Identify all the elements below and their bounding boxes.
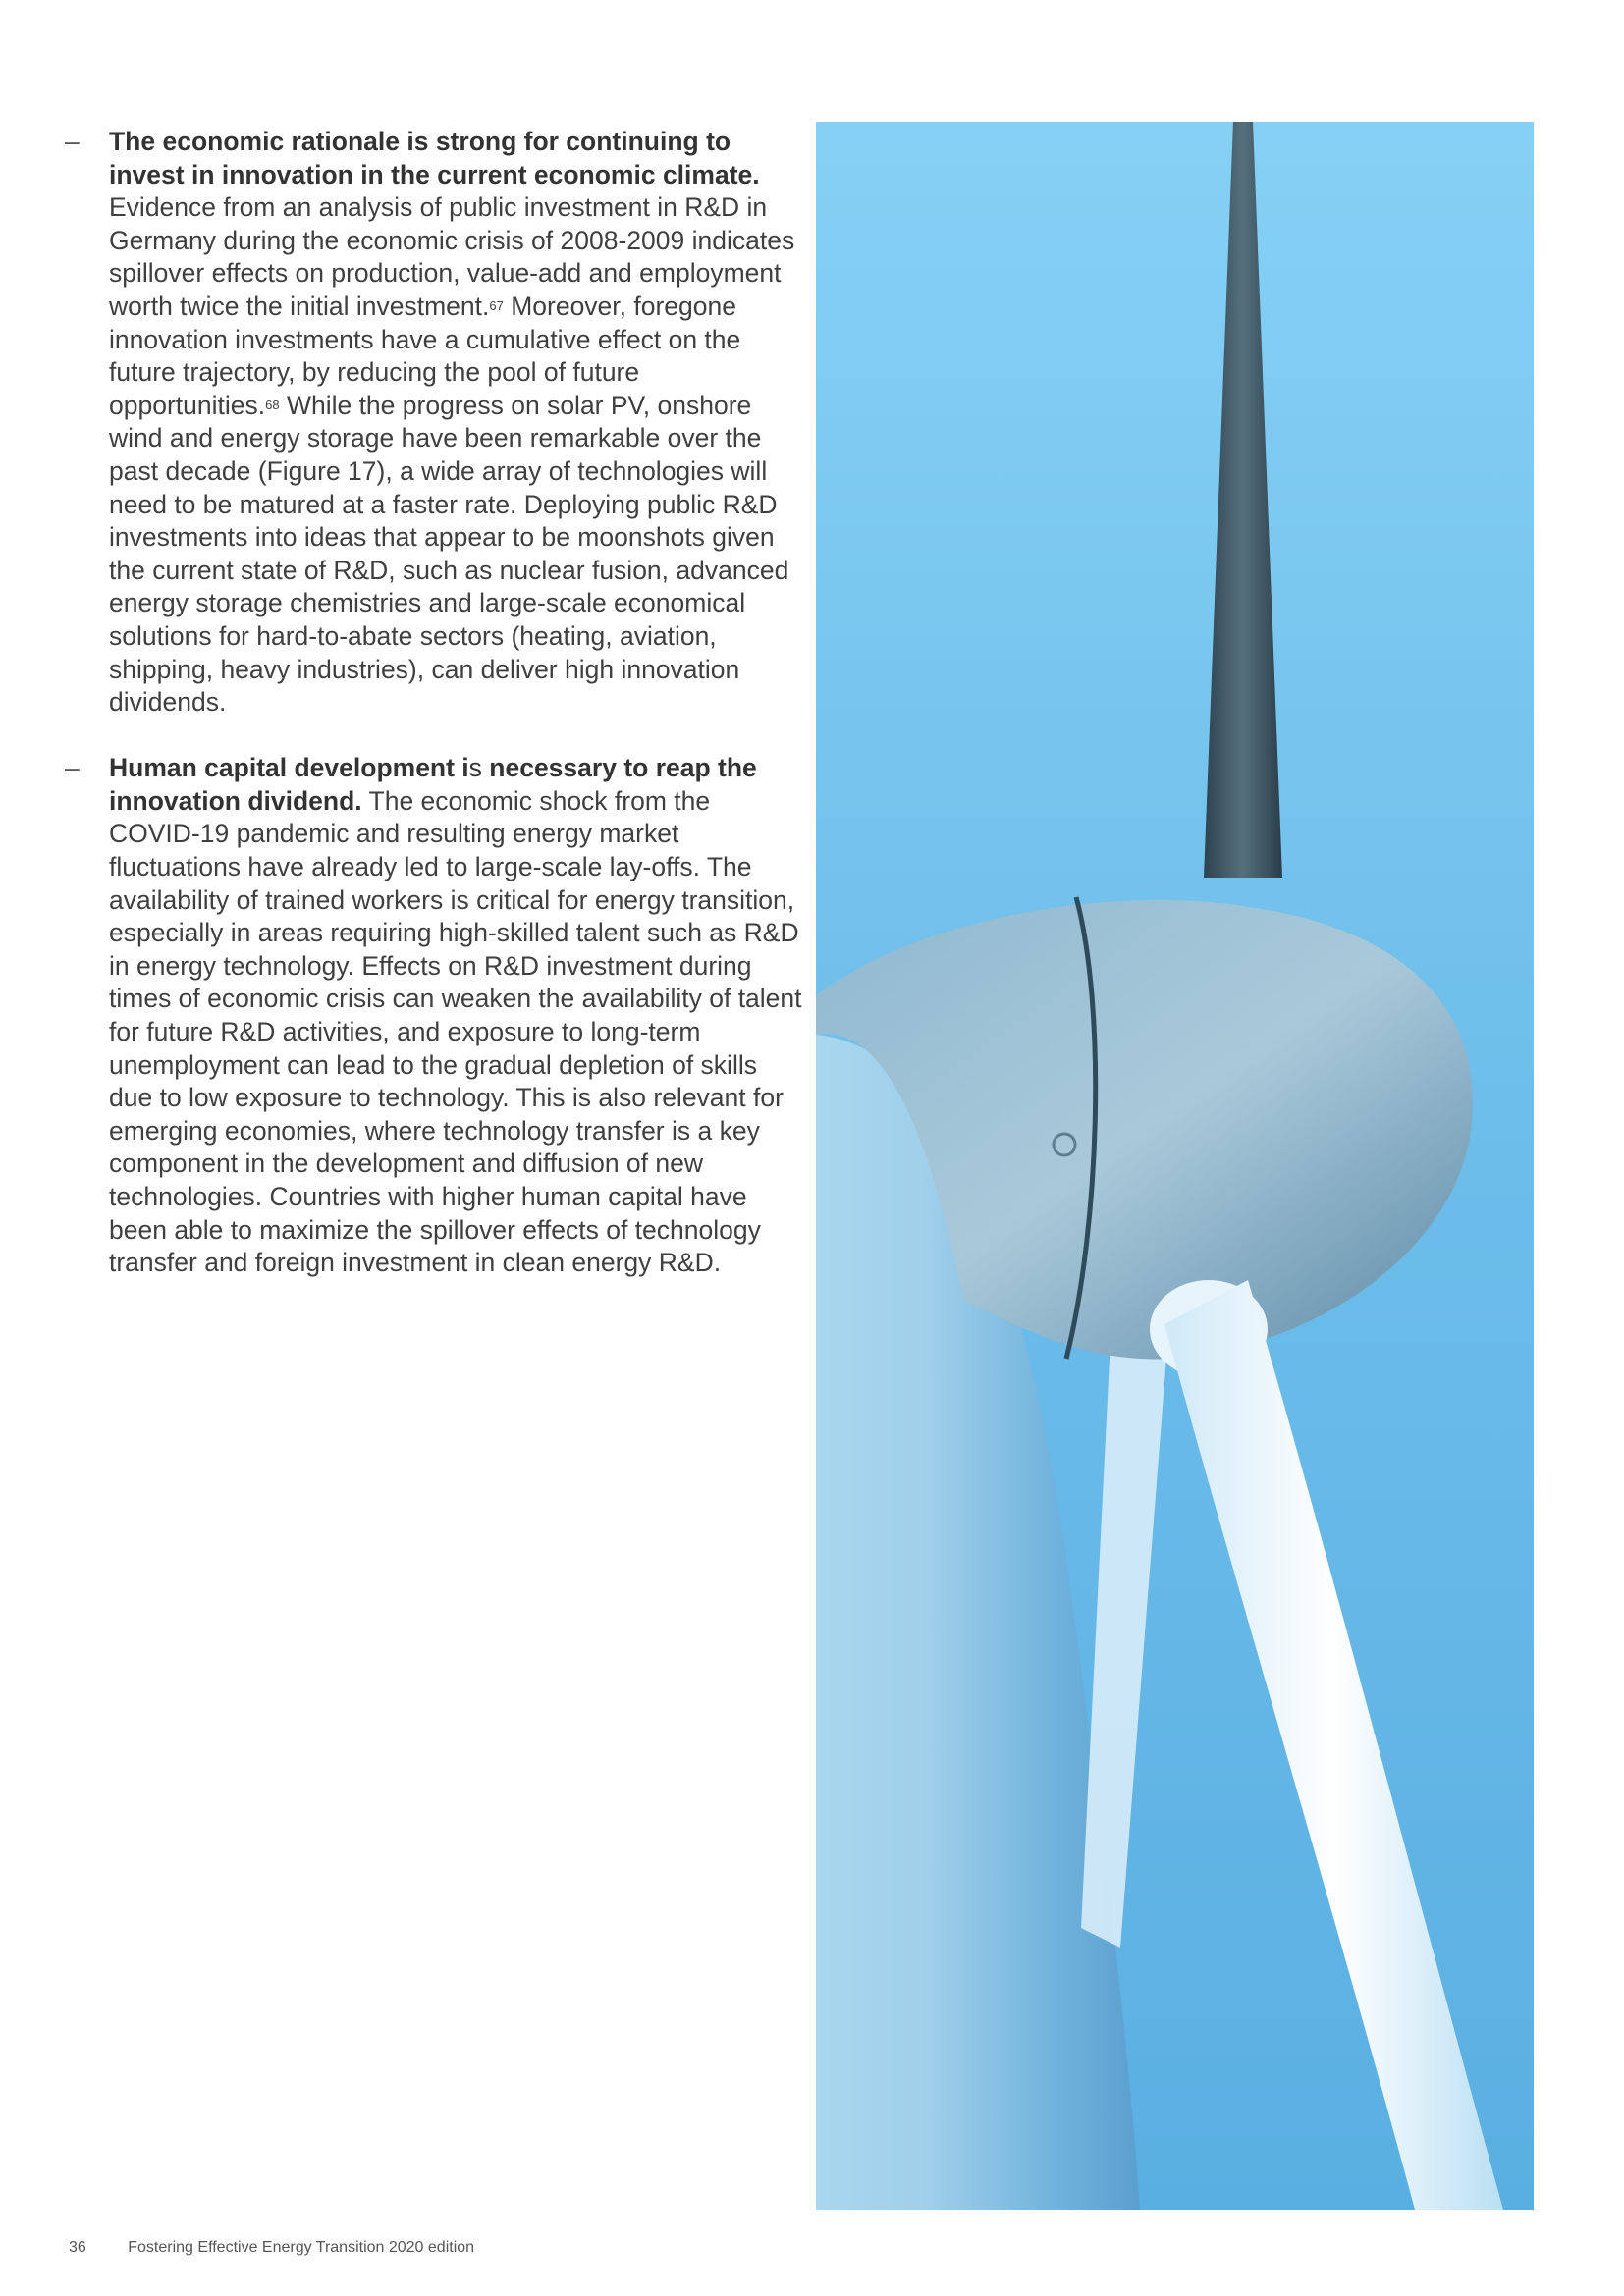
page-number: 36 — [69, 2239, 86, 2256]
bullet-text: While the progress on solar PV, onshore wind and energy storage have been remarkable over the past decade (Figure 17), a wide array of technologies will need to be matured at a faster rate. Deploying public R&D investments into ideas that appear to be moonshots given the current state of R&D, such as nuclear fusion, advanced energy storage chemistries and large-scale economical solutions for hard-to-abate sectors (heating, aviation, shipping, heavy industries), can deliver high innovation dividends. — [109, 390, 789, 718]
bullet-human-capital — [65, 752, 803, 1280]
body-text-column — [65, 126, 803, 1312]
footnote-ref[interactable]: 68 — [265, 397, 280, 412]
bullet-text: Evidence from an analysis of public investment in R&D in Germany during the economic crisis of 2008-2009 indicates spillover effects on production, value-add and employment worth twice the initial investment. — [109, 192, 795, 321]
bullet-text: The economic shock from the COVID-19 pandemic and resulting energy market fluctuations have already led to large-scale lay-offs. The availability of trained workers is critical for energy transition, especially in areas requiring high-skilled talent such as R&D in energy technology. Effects on R&D investment during times of economic crisis can weaken the availability of talent for future R&D activities, and exposure to long-term unemployment can lead to the gradual depletion of skills due to low exposure to technology. This is also relevant for emerging economies, where technology transfer is a key component in the development and diffusion of new technologies. Countries with higher human capital have been able to maximize the spillover effects of technology transfer and foreign investment in clean energy R&D. — [109, 785, 802, 1278]
bullet-economic-rationale — [65, 126, 803, 720]
bullet-dash: – — [65, 127, 80, 156]
bullet-dash: – — [65, 753, 80, 783]
footnote-ref[interactable]: 67 — [489, 297, 504, 313]
bullet-lead-part: necessary to reap the innovation dividend. — [109, 753, 757, 816]
wind-turbine-photo — [816, 122, 1534, 2210]
wind-turbine-illustration — [816, 122, 1534, 2210]
page-footer — [69, 2239, 474, 2257]
bullet-lead-plain-letter: s — [468, 753, 482, 783]
bullet-lead: The economic rationale is strong for continuing to invest in innovation in the current economic climate. — [109, 127, 760, 189]
bullet-text: Moreover, foregone innovation investments have a cumulative effect on the future trajectory, by reducing the pool of future opportunities. — [109, 291, 741, 420]
publication-title: Fostering Effective Energy Transition 2020 edition — [128, 2239, 475, 2256]
bullet-lead-part: Human capital development i — [109, 753, 469, 783]
